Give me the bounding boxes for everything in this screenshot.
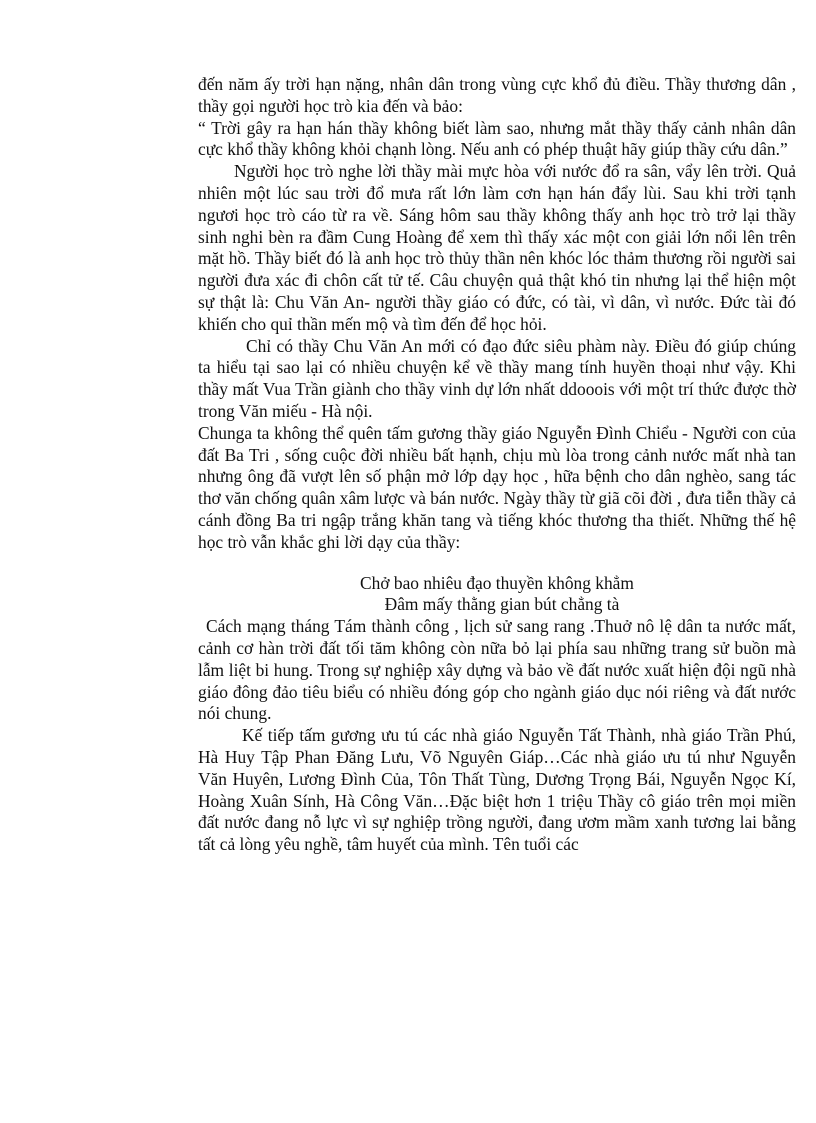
paragraph-7: Kế tiếp tấm gương ưu tú các nhà giáo Nguyễn Tất Thành, nhà giáo Trần Phú, Hà Huy Tập Phan Đăng Lưu, Võ Nguyên Giáp…Các nhà giáo ưu tú như Nguyễn Văn Huyên, Lương Đình Của, Tôn Thất Tùng, Dương Trọng Bái, Nguyễn Ngọc Kí, Hoàng Xuân Sính, Hà Công Văn…Đặc biệt hơn 1 triệu Thầy cô giáo trên mọi miền đất nước đang nỗ lực vì sự nghiệp trồng người, đang ươm mầm xanh tương lai bằng tất cả lòng yêu nghề, tâm huyết của mình. Tên tuổi các bbox=[198, 725, 796, 855]
paragraph-2: “ Trời gây ra hạn hán thầy không biết làm sao, nhưng mắt thầy thấy cảnh nhân dân cực khổ thầy không khỏi chạnh lòng. Nếu anh có phép thuật hãy giúp thầy cứu dân.” bbox=[198, 117, 796, 160]
poem-line-1: Chở bao nhiêu đạo thuyền không khẳm bbox=[360, 572, 634, 593]
poem-line-2: Đâm mấy thằng gian bút chẳng tà bbox=[384, 594, 620, 615]
paragraph-6: Cách mạng tháng Tám thành công , lịch sử sang rang .Thuở nô lệ dân ta nước mất, cảnh cơ hàn trời đất tối tăm không còn nữa bỏ lại phía sau những trang sử buồn mà lẫm liệt bi hung. Trong sự nghiệp xây dựng và bảo về đất nước xuất hiện đội ngũ nhà giáo đông đảo tiêu biểu có nhiều đóng góp cho ngành giáo dục nói riêng và đất nước nói chung. bbox=[198, 616, 796, 724]
paragraph-1: đến năm ấy trời hạn nặng, nhân dân trong vùng cực khổ đủ điều. Thầy thương dân , thầy gọi người học trò kia đến và bảo: bbox=[198, 74, 796, 116]
paragraph-3: Người học trò nghe lời thầy mài mực hòa với nước đổ ra sân, vẩy lên trời. Quả nhiên một lúc sau trời đổ mưa rất lớn làm cơn hạn hán đẩy lùi. Sau khi trời tạnh ngươi học trò cáo từ ra về. Sáng hôm sau thầy không thấy anh học trò trở lại thầy sinh nghi bèn ra đầm Cung Hoàng để xem thì thấy xác một con giải lớn nổi lên trên mặt hồ. Thầy biết đó là anh học trò thủy thần nên khóc lóc thảm thương rồi người sai người đưa xác đi chôn cất tử tế. Câu chuyện quả thật khó tin nhưng lại thể hiện một sự thật là: Chu Văn An- người thầy giáo có đức, có tài, vì dân, vì nước. Đức tài đó khiến cho quỉ thần mến mộ và tìm đến để học hỏi. bbox=[198, 161, 796, 334]
document-body bbox=[198, 74, 796, 856]
paragraph-4: Chỉ có thầy Chu Văn An mới có đạo đức siêu phàm này. Điều đó giúp chúng ta hiểu tại sao lại có nhiều chuyện kể về thầy mang tính huyền thoại như vậy. Khi thầy mất Vua Trần giành cho thầy vinh dự lớn nhất ddooois với một trí thức được thờ trong Văn miếu - Hà nội. bbox=[198, 335, 796, 421]
paragraph-5: Chunga ta không thể quên tấm gương thầy giáo Nguyễn Đình Chiểu - Người con của đất Ba Tri , sống cuộc đời nhiều bất hạnh, chịu mù lòa trong cảnh nước mất nhà tan nhưng ông đã vượt lên số phận mở lớp dạy học , hữa bệnh cho dân nghèo, sang tác thơ văn chống quân xâm lược và bán nước. Ngày thầy từ giã cõi đời , đưa tiễn thầy cả cánh đồng Ba tri ngập trắng khăn tang và tiếng khóc thương tha thiết. Những thế hệ học trò vẫn khắc ghi lời dạy của thầy: bbox=[198, 422, 796, 552]
poem-quote bbox=[198, 573, 796, 617]
